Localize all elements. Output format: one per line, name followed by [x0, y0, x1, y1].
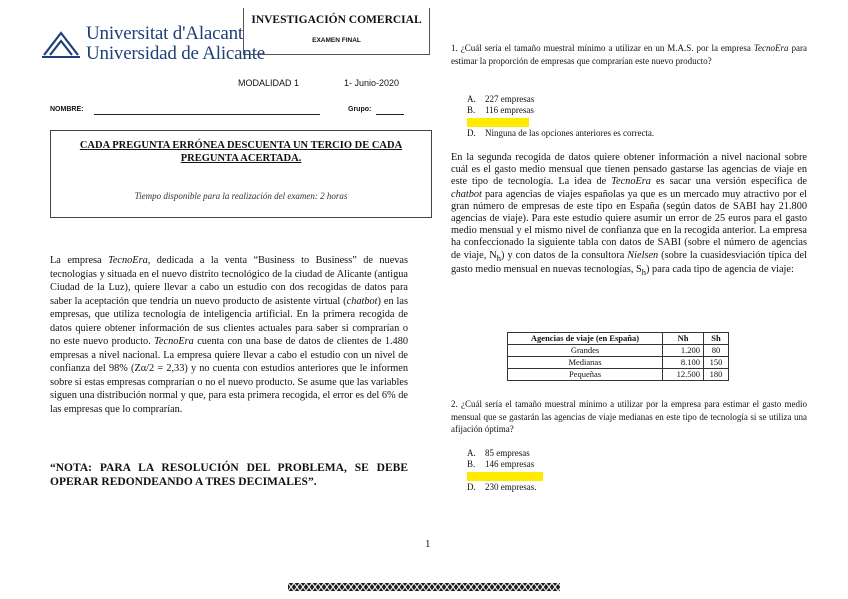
penalty-warning-line2: PREGUNTA ACERTADA. — [180, 153, 302, 164]
option-c-highlighted[interactable] — [467, 471, 807, 482]
name-label: NOMBRE: — [50, 106, 84, 113]
table-header-row — [508, 333, 729, 345]
option-a[interactable]: A. 227 empresas — [467, 94, 535, 104]
exam-title: INVESTIGACIÓN COMERCIAL — [251, 14, 422, 26]
exam-date: 1- Junio-2020 — [344, 78, 400, 88]
exam-header-box — [243, 8, 430, 55]
option-b[interactable]: B. 146 empresas — [467, 459, 535, 470]
case-intro-paragraph: La empresa TecnoEra, dedicada a la venta “Business to Business” de nuevas tecnologías y situada en el nuevo distrito tecnológico de la ciudad de Alicante (antigua Ciudad de la Luz), quiere llevar a cabo un estudio con dos recogidas de datos para saber la aceptación que tendría un nuevo producto de asistente virtual (chatbot) en las empresas, que utiliza tecnología de inteligencia artificial. En la primera recogida de datos quiere obtener información de sus clientes actuales para saber si comprarían o no este nuevo producto. TecnoEra cuenta con una base de datos de clientes de 1.480 empresas a nivel nacional. La empresa quiere llevar a cabo el estudio con un nivel de confianza del 98% (Zα/2 = 2,33) y no cuenta con estudios anteriores que le informen sobre si estas empresas comprarían o no el nuevo producto. Se asume que las variables siguen una distribución normal y que, para esta primera recogida, el error es del 6% de las empresas que lo comprarían. — [50, 255, 408, 415]
question-1-text: 1. ¿Cuál sería el tamaño muestral mínimo a utilizar en un M.A.S. por la empresa TecnoEra para estimar la proporción de empresas que comprarían este nuevo producto? — [451, 43, 807, 66]
option-d[interactable]: D. Ninguna de las opciones anteriores es correcta. — [467, 127, 655, 138]
cell-s: 180 — [704, 369, 729, 381]
option-d[interactable]: D. 230 empresas. — [467, 481, 537, 492]
option-b[interactable]: B. 116 empresas — [467, 105, 534, 116]
cell-n: 1.200 — [663, 345, 704, 357]
name-field[interactable] — [94, 114, 320, 115]
exam-modality: MODALIDAD 1 — [238, 78, 300, 88]
instructions-box — [50, 130, 432, 218]
col-agency-type: Agencias de viaje (en España) — [508, 333, 663, 345]
page-number: 1 — [425, 538, 431, 550]
col-nh: Nh — [663, 333, 704, 345]
question-2-options — [467, 448, 807, 493]
group-label: Grupo: — [348, 106, 372, 113]
group-field[interactable] — [376, 114, 404, 115]
university-emblem-icon — [42, 29, 80, 59]
question-1-options — [467, 94, 807, 139]
cell-s: 150 — [704, 357, 729, 369]
cell-n: 12.500 — [663, 369, 704, 381]
cell-tipo: Grandes — [508, 345, 663, 357]
table-row — [508, 345, 729, 357]
cell-tipo: Pequeñas — [508, 369, 663, 381]
question-2-text: 2. ¿Cuál sería el tamaño muestral mínimo a utilizar por la empresa para estimar el gasto medio mensual que se gastarán las agencias de viaje medianas en este tipo de tecnología si se utiliza una afijación óptima? — [451, 399, 807, 434]
penalty-warning-line1: CADA PREGUNTA ERRÓNEA DESCUENTA UN TERCIO DE CADA — [79, 140, 403, 151]
option-c-highlighted[interactable] — [467, 117, 807, 128]
time-available: Tiempo disponible para la realización del examen: 2 horas — [134, 191, 348, 201]
rounding-note: “NOTA: PARA LA RESOLUCIÓN DEL PROBLEMA, SE DEBE OPERAR REDONDEANDO A TRES DECIMALES”. — [50, 462, 408, 488]
decorative-pattern-bar — [288, 583, 560, 591]
logo-line-valencian: Universitat d'Alacant — [86, 23, 243, 44]
exam-subtitle: EXAMEN FINAL — [312, 37, 361, 44]
table-row — [508, 369, 729, 381]
logo-line-spanish: Universidad de Alicante — [86, 43, 266, 64]
cell-s: 80 — [704, 345, 729, 357]
agencies-table — [507, 332, 729, 381]
option-a[interactable]: A. 85 empresas — [467, 448, 530, 458]
university-logo — [42, 23, 266, 67]
cell-n: 8.100 — [663, 357, 704, 369]
table-row — [508, 357, 729, 369]
cell-tipo: Medianas — [508, 357, 663, 369]
col-sh: Sh — [704, 333, 729, 345]
second-study-paragraph: En la segunda recogida de datos quiere obtener información a nivel nacional sobre cuál es el gasto medio mensual que tienen pensado gastarse las agencias de viaje en este tipo de tecnología. La idea de TecnoEra es sacar una versión específica de chatbot para agencias de viajes españolas ya que es un mercado muy atractivo por el gran número de empresas de este tipo en España (según datos de SABI hay 21.800 agencias de viaje). Para este estudio quiere asumir un error de 25 euros para el gasto medio mensual y el mismo nivel de confianza que en la recogida anterior. La empresa ha confeccionado la siguiente tabla con datos de SABI (sobre el número de agencias de viaje, $N_h$) y con datos de la consultora Nielsen (sobre la cuasidesviación típica del gasto medio mensual en nuevas tecnologías, $S_h$) para cada tipo de agencia de viaje: — [451, 152, 807, 277]
